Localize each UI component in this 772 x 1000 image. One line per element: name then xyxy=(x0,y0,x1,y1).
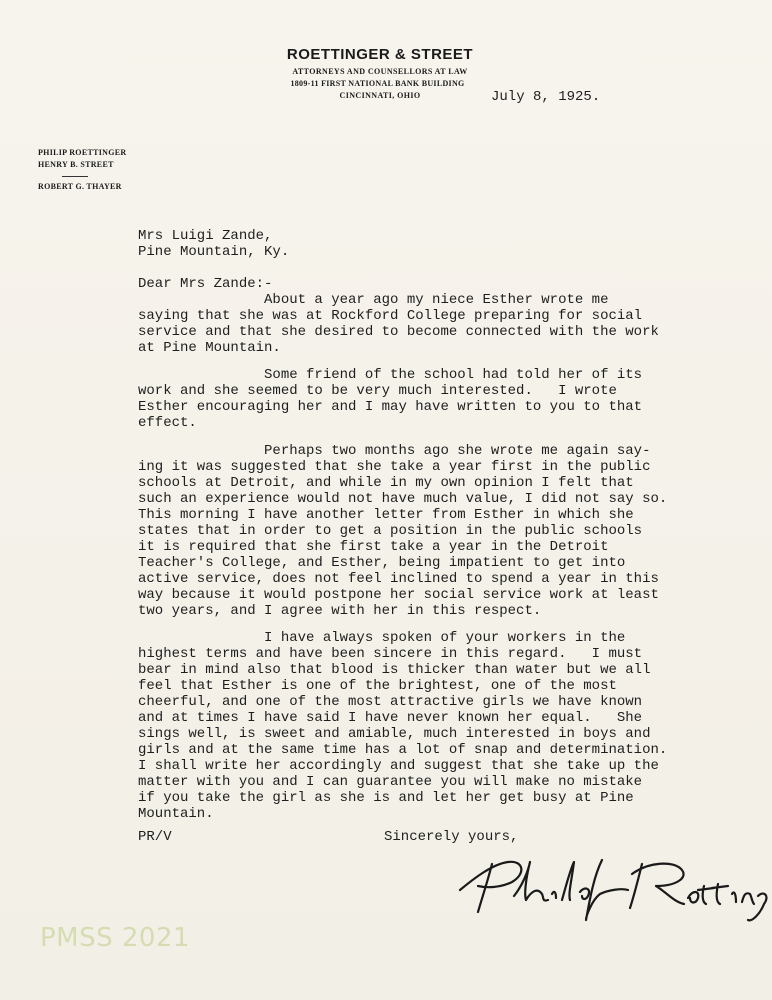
watermark: PMSS 2021 xyxy=(40,923,191,953)
firm-city: CINCINNATI, OHIO xyxy=(339,91,421,100)
handwritten-signature xyxy=(452,850,772,925)
salutation: Dear Mrs Zande:- xyxy=(138,276,273,292)
firm-address: 1809-11 FIRST NATIONAL BANK BUILDING xyxy=(290,79,465,88)
recipient-name: Mrs Luigi Zande, xyxy=(138,228,273,244)
body-paragraph: Perhaps two months ago she wrote me again say- ing it was suggested that she take a year first in the public schools at Detroit, and while in my own opinion I felt that such an experience would not have much value, I did not say so. This morning I have another letter from Esther in which she states that in order to get a position in the public schools it is required that she first take a year in the Detroit Teacher's College, and Esther, being impatient to get into active service, does not feel inclined to spend a year in this way because it would postpone her social service work at least two years, and I agree with her in this respect. xyxy=(138,443,668,619)
letter-date: July 8, 1925. xyxy=(491,89,601,105)
recipient-address: Pine Mountain, Ky. xyxy=(138,244,290,260)
body-paragraph: Some friend of the school had told her of its work and she seemed to be very much interested. I wrote Esther encouraging her and I may have written to you to that effect. xyxy=(138,367,643,431)
firm-name: ROETTINGER & STREET xyxy=(286,46,474,63)
body-paragraph: I have always spoken of your workers in the highest terms and have been sincere in this regard. I must bear in mind also that blood is thicker than water but we all feel that Esther is one of the brightest, one of the most cheerful, and one of the most attractive girls we have known and at times I have said I have never known her equal. She sings well, is sweet and amiable, much interested in boys and girls and at the same time has a lot of snap and determination. I shall write her accordingly and suggest that she take up the matter with you and I can guarantee you will make no mistake if you take the girl as she is and let her get busy at Pine Mountain. xyxy=(138,630,668,822)
closing: Sincerely yours, xyxy=(384,829,519,845)
partner-list xyxy=(38,147,126,193)
firm-subtitle: ATTORNEYS AND COUNSELLORS AT LAW xyxy=(292,67,468,76)
body-paragraph: About a year ago my niece Esther wrote me saying that she was at Rockford College preparing for social service and that she desired to become connected with the work at Pine Mountain. xyxy=(138,292,659,356)
typist-initials: PR/V xyxy=(138,829,172,845)
partner-name: HENRY B. STREET xyxy=(38,160,114,169)
partner-name: PHILIP ROETTINGER xyxy=(38,148,127,157)
partner-name: ROBERT G. THAYER xyxy=(38,182,122,191)
partner-divider xyxy=(62,176,88,177)
